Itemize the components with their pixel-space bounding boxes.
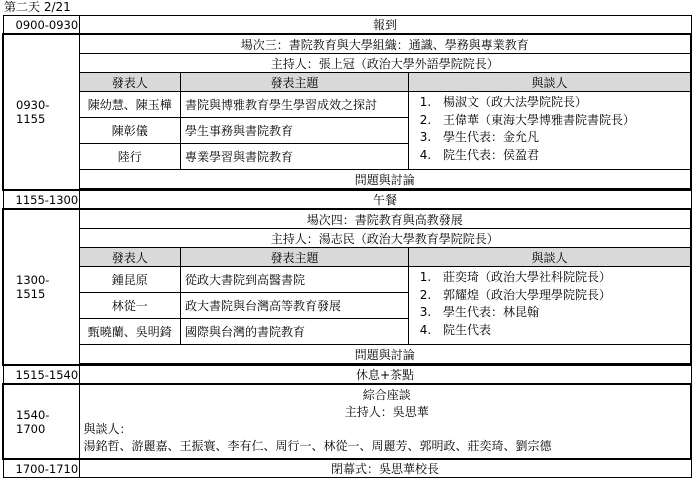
qa-cell: 問題與討論 (80, 170, 691, 189)
session-host: 主持人：湯志民（政治大學教育學院院長） (80, 229, 691, 248)
session-title: 場次四：書院教育與高教發展 (80, 210, 691, 229)
list-item: 3. 學生代表：林昆翰 (435, 304, 690, 322)
break-title: 休息+茶點 (79, 365, 691, 384)
session4-inner (80, 210, 691, 364)
forum-title: 綜合座談 (362, 388, 411, 402)
registration-title: 報到 (79, 16, 691, 35)
presenter-cell: 陳彰儀 (80, 118, 181, 144)
break-row (3, 365, 691, 384)
session4-row (3, 209, 691, 365)
forum-host: 主持人：吳思華 (344, 405, 429, 419)
lunch-title: 午餐 (79, 190, 691, 209)
topic-cell: 書院與博雅教育學生學習成效之探討 (181, 92, 409, 118)
topic-cell: 政大書院與台灣高等教育發展 (181, 293, 409, 319)
discussant-list-cell (409, 267, 691, 345)
qa-cell: 問題與討論 (80, 345, 691, 364)
presenter-cell: 陸行 (80, 144, 181, 170)
time-cell: 1300-1515 (3, 209, 79, 365)
time-cell: 1155-1300 (3, 190, 79, 209)
presenter-cell: 林從一 (80, 293, 181, 319)
schedule-table (2, 15, 692, 478)
topic-cell: 國際與台灣的書院教育 (181, 319, 409, 345)
presenter-cell: 陳幼慧、陳玉樺 (80, 92, 181, 118)
header-presenter: 發表人 (80, 248, 181, 267)
session3-inner (80, 35, 691, 189)
forum-discussants-label: 與談人： (83, 422, 132, 436)
presenter-cell: 甄曉蘭、吳明錡 (80, 319, 181, 345)
list-item: 1. 莊奕琦（政治大學社科院院長） (435, 269, 690, 287)
discussant-list (415, 269, 690, 339)
header-discussant: 與談人 (409, 73, 691, 92)
topic-cell: 學生事務與書院教育 (181, 118, 409, 144)
session-host: 主持人：張上冠（政治大學外語學院院長） (80, 54, 691, 73)
topic-cell: 從政大書院到高醫書院 (181, 267, 409, 293)
list-item: 4. 院生代表：侯盈君 (435, 147, 690, 165)
list-item: 3. 學生代表：金允凡 (435, 129, 690, 147)
list-item: 2. 郭耀煌（政治大學理學院院長） (435, 287, 690, 305)
list-item: 2. 王偉華（東海大學博雅書院書院長） (435, 112, 690, 130)
list-item: 4. 院生代表 (435, 322, 690, 340)
topic-cell: 專業學習與書院教育 (181, 144, 409, 170)
header-presenter: 發表人 (80, 73, 181, 92)
forum-discussants-list: 湯銘哲、游麗嘉、王振寰、李有仁、周行一、林從一、周麗芳、郭明政、莊奕琦、劉宗德 (83, 439, 552, 453)
lunch-row (3, 190, 691, 209)
closing-title: 閉幕式：吳思華校長 (79, 459, 691, 478)
day-label: 第二天 2/21 (4, 0, 71, 14)
time-cell: 0930-1155 (3, 34, 79, 190)
discussant-list-cell (409, 92, 691, 170)
header-topic: 發表主題 (181, 248, 409, 267)
time-cell: 1700-1710 (3, 459, 79, 478)
header-discussant: 與談人 (409, 248, 691, 267)
session-title: 場次三：書院教育與大學組織：通識、學務與專業教育 (80, 35, 691, 54)
closing-row (3, 459, 691, 478)
time-cell: 0900-0930 (3, 16, 79, 35)
discussant-list (415, 94, 690, 164)
presenter-cell: 鍾昆原 (80, 267, 181, 293)
header-topic: 發表主題 (181, 73, 409, 92)
time-cell: 1515-1540 (3, 365, 79, 384)
time-cell: 1540-1700 (3, 384, 79, 459)
list-item: 1. 楊淑文（政大法學院院長） (435, 94, 690, 112)
registration-row (3, 16, 691, 35)
session3-row (3, 34, 691, 190)
forum-row (3, 384, 691, 459)
